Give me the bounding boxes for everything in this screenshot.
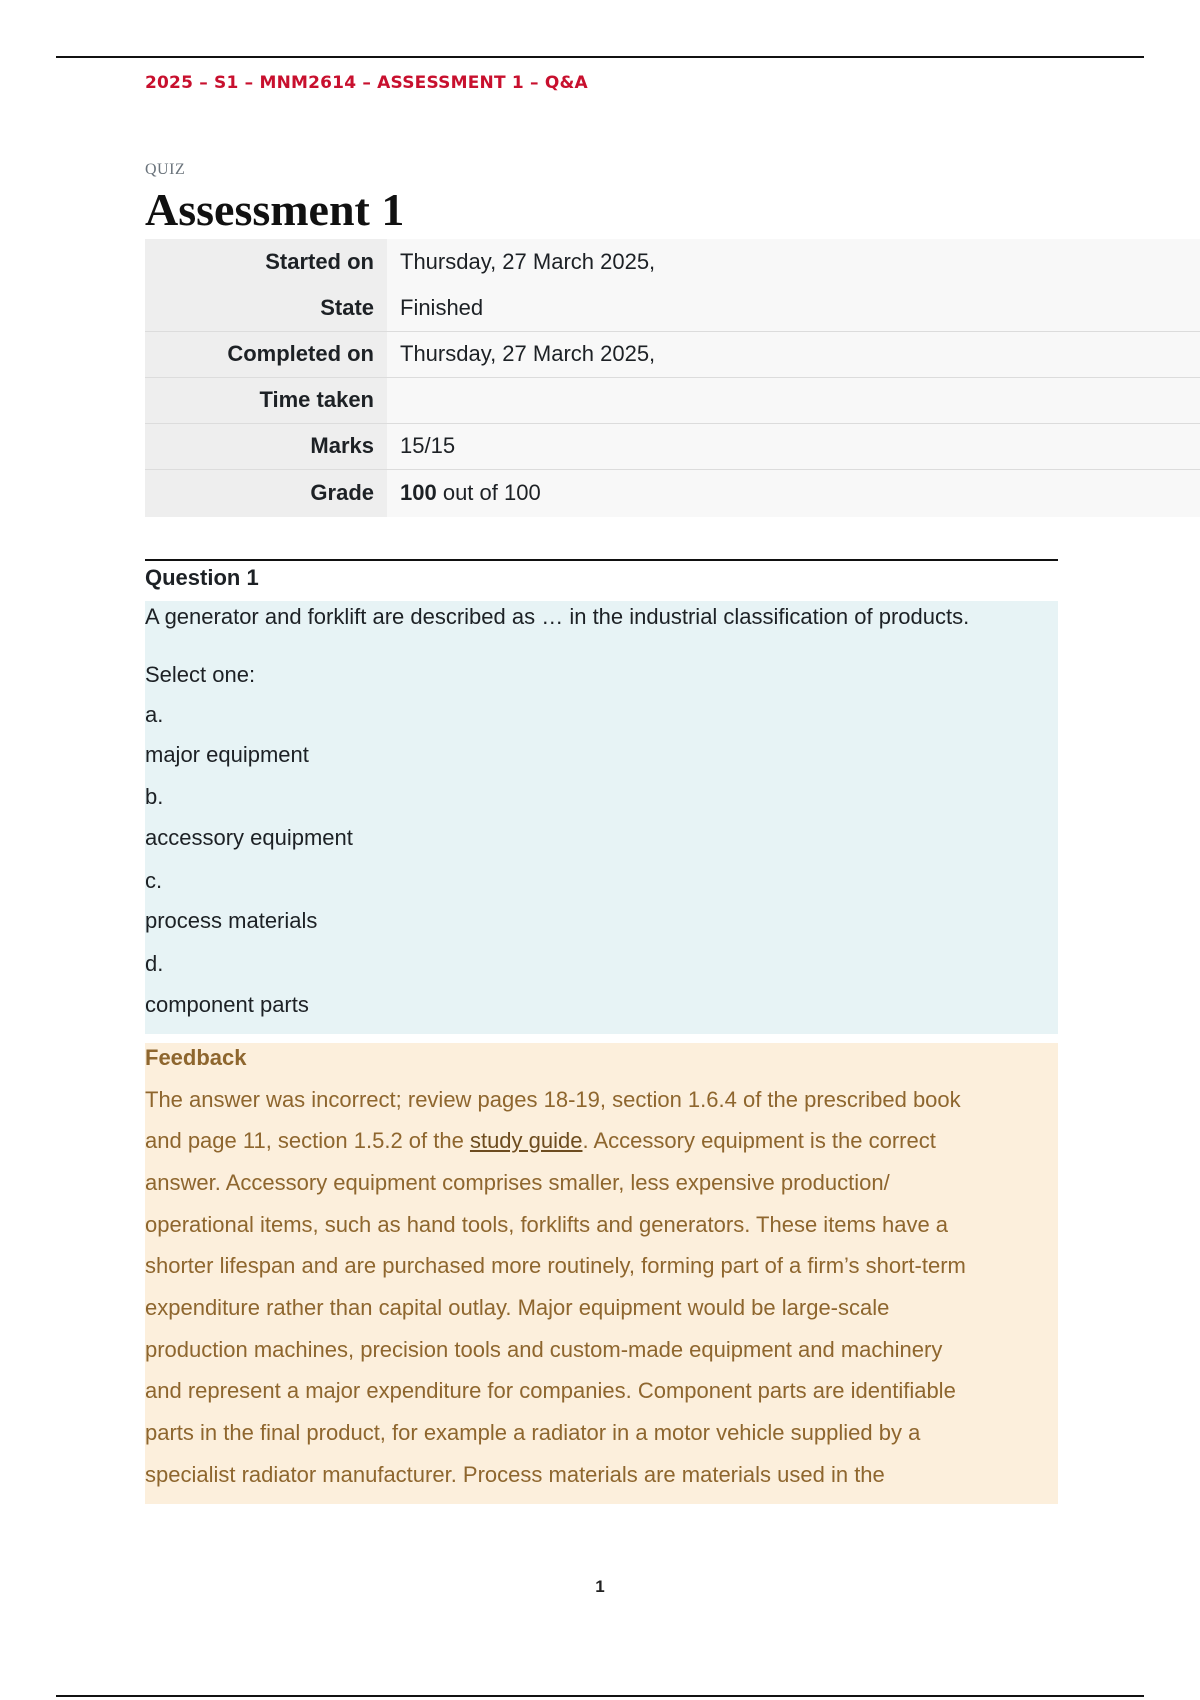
- bottom-rule: [56, 1695, 1144, 1697]
- summary-label: Started on: [145, 239, 387, 285]
- feedback-panel: [145, 1043, 1058, 1504]
- summary-value: Thursday, 27 March 2025,: [387, 239, 1200, 285]
- question-text: A generator and forklift are described as … in the industrial classification of products.: [145, 604, 970, 629]
- feedback-line: answer. Accessory equipment comprises smaller, less expensive production/: [145, 1170, 890, 1195]
- page-number: 1: [595, 1577, 605, 1596]
- feedback-title: Feedback: [145, 1045, 247, 1070]
- grade-score: 100: [400, 480, 437, 506]
- grade-out-of: out of 100: [436, 480, 541, 506]
- question-title: Question 1: [145, 563, 1058, 601]
- select-one-label: Select one:: [145, 662, 256, 687]
- document-header: 2025 – S1 – MNM2614 – ASSESSMENT 1 – Q&A: [145, 73, 588, 93]
- feedback-text: . Accessory equipment is the correct: [582, 1128, 936, 1153]
- attempt-summary-table: [145, 239, 1200, 517]
- question-body: [145, 601, 1058, 1034]
- summary-row: [145, 423, 1200, 469]
- feedback-line: [145, 1126, 936, 1156]
- summary-value: 15/15: [387, 423, 1200, 469]
- feedback-line: expenditure rather than capital outlay. Major equipment would be large-scale: [145, 1295, 890, 1320]
- summary-row: [145, 331, 1200, 377]
- feedback-line: The answer was incorrect; review pages 18-19, section 1.6.4 of the prescribed book: [145, 1087, 961, 1112]
- summary-label: State: [145, 285, 387, 331]
- summary-row: [145, 239, 1200, 285]
- quiz-label: QUIZ: [145, 161, 186, 178]
- summary-row: [145, 377, 1200, 423]
- summary-row: [145, 469, 1200, 517]
- question-divider: [145, 559, 1058, 561]
- option-d-text[interactable]: component parts: [145, 992, 309, 1017]
- option-b-letter[interactable]: b.: [145, 784, 164, 809]
- summary-label: Time taken: [145, 377, 387, 423]
- feedback-line: specialist radiator manufacturer. Process materials are materials used in the: [145, 1462, 885, 1487]
- option-c-letter[interactable]: c.: [145, 868, 163, 893]
- summary-row: [145, 285, 1200, 331]
- option-d-letter[interactable]: d.: [145, 951, 164, 976]
- option-b-text[interactable]: accessory equipment: [145, 825, 353, 850]
- option-a-letter[interactable]: a.: [145, 702, 164, 727]
- summary-label: Grade: [145, 469, 387, 517]
- feedback-line: parts in the final product, for example a radiator in a motor vehicle supplied by a: [145, 1420, 921, 1445]
- study-guide-link[interactable]: study guide: [469, 1128, 583, 1153]
- top-rule: [56, 56, 1144, 58]
- feedback-line: shorter lifespan and are purchased more routinely, forming part of a firm’s short-term: [145, 1253, 966, 1278]
- summary-value: Thursday, 27 March 2025,: [387, 331, 1200, 377]
- page-title: Assessment 1: [145, 184, 405, 235]
- summary-label: Marks: [145, 423, 387, 469]
- option-c-text[interactable]: process materials: [145, 908, 318, 933]
- feedback-line: operational items, such as hand tools, forklifts and generators. These items have a: [145, 1212, 949, 1237]
- feedback-line: production machines, precision tools and custom-made equipment and machinery: [145, 1337, 943, 1362]
- summary-value: [387, 377, 1200, 423]
- summary-value: Finished: [387, 285, 1200, 331]
- summary-label: Completed on: [145, 331, 387, 377]
- feedback-text: and page 11, section 1.5.2 of the: [145, 1128, 470, 1153]
- option-a-text[interactable]: major equipment: [145, 742, 309, 767]
- summary-value: [387, 469, 1200, 517]
- feedback-line: and represent a major expenditure for companies. Component parts are identifiable: [145, 1378, 956, 1403]
